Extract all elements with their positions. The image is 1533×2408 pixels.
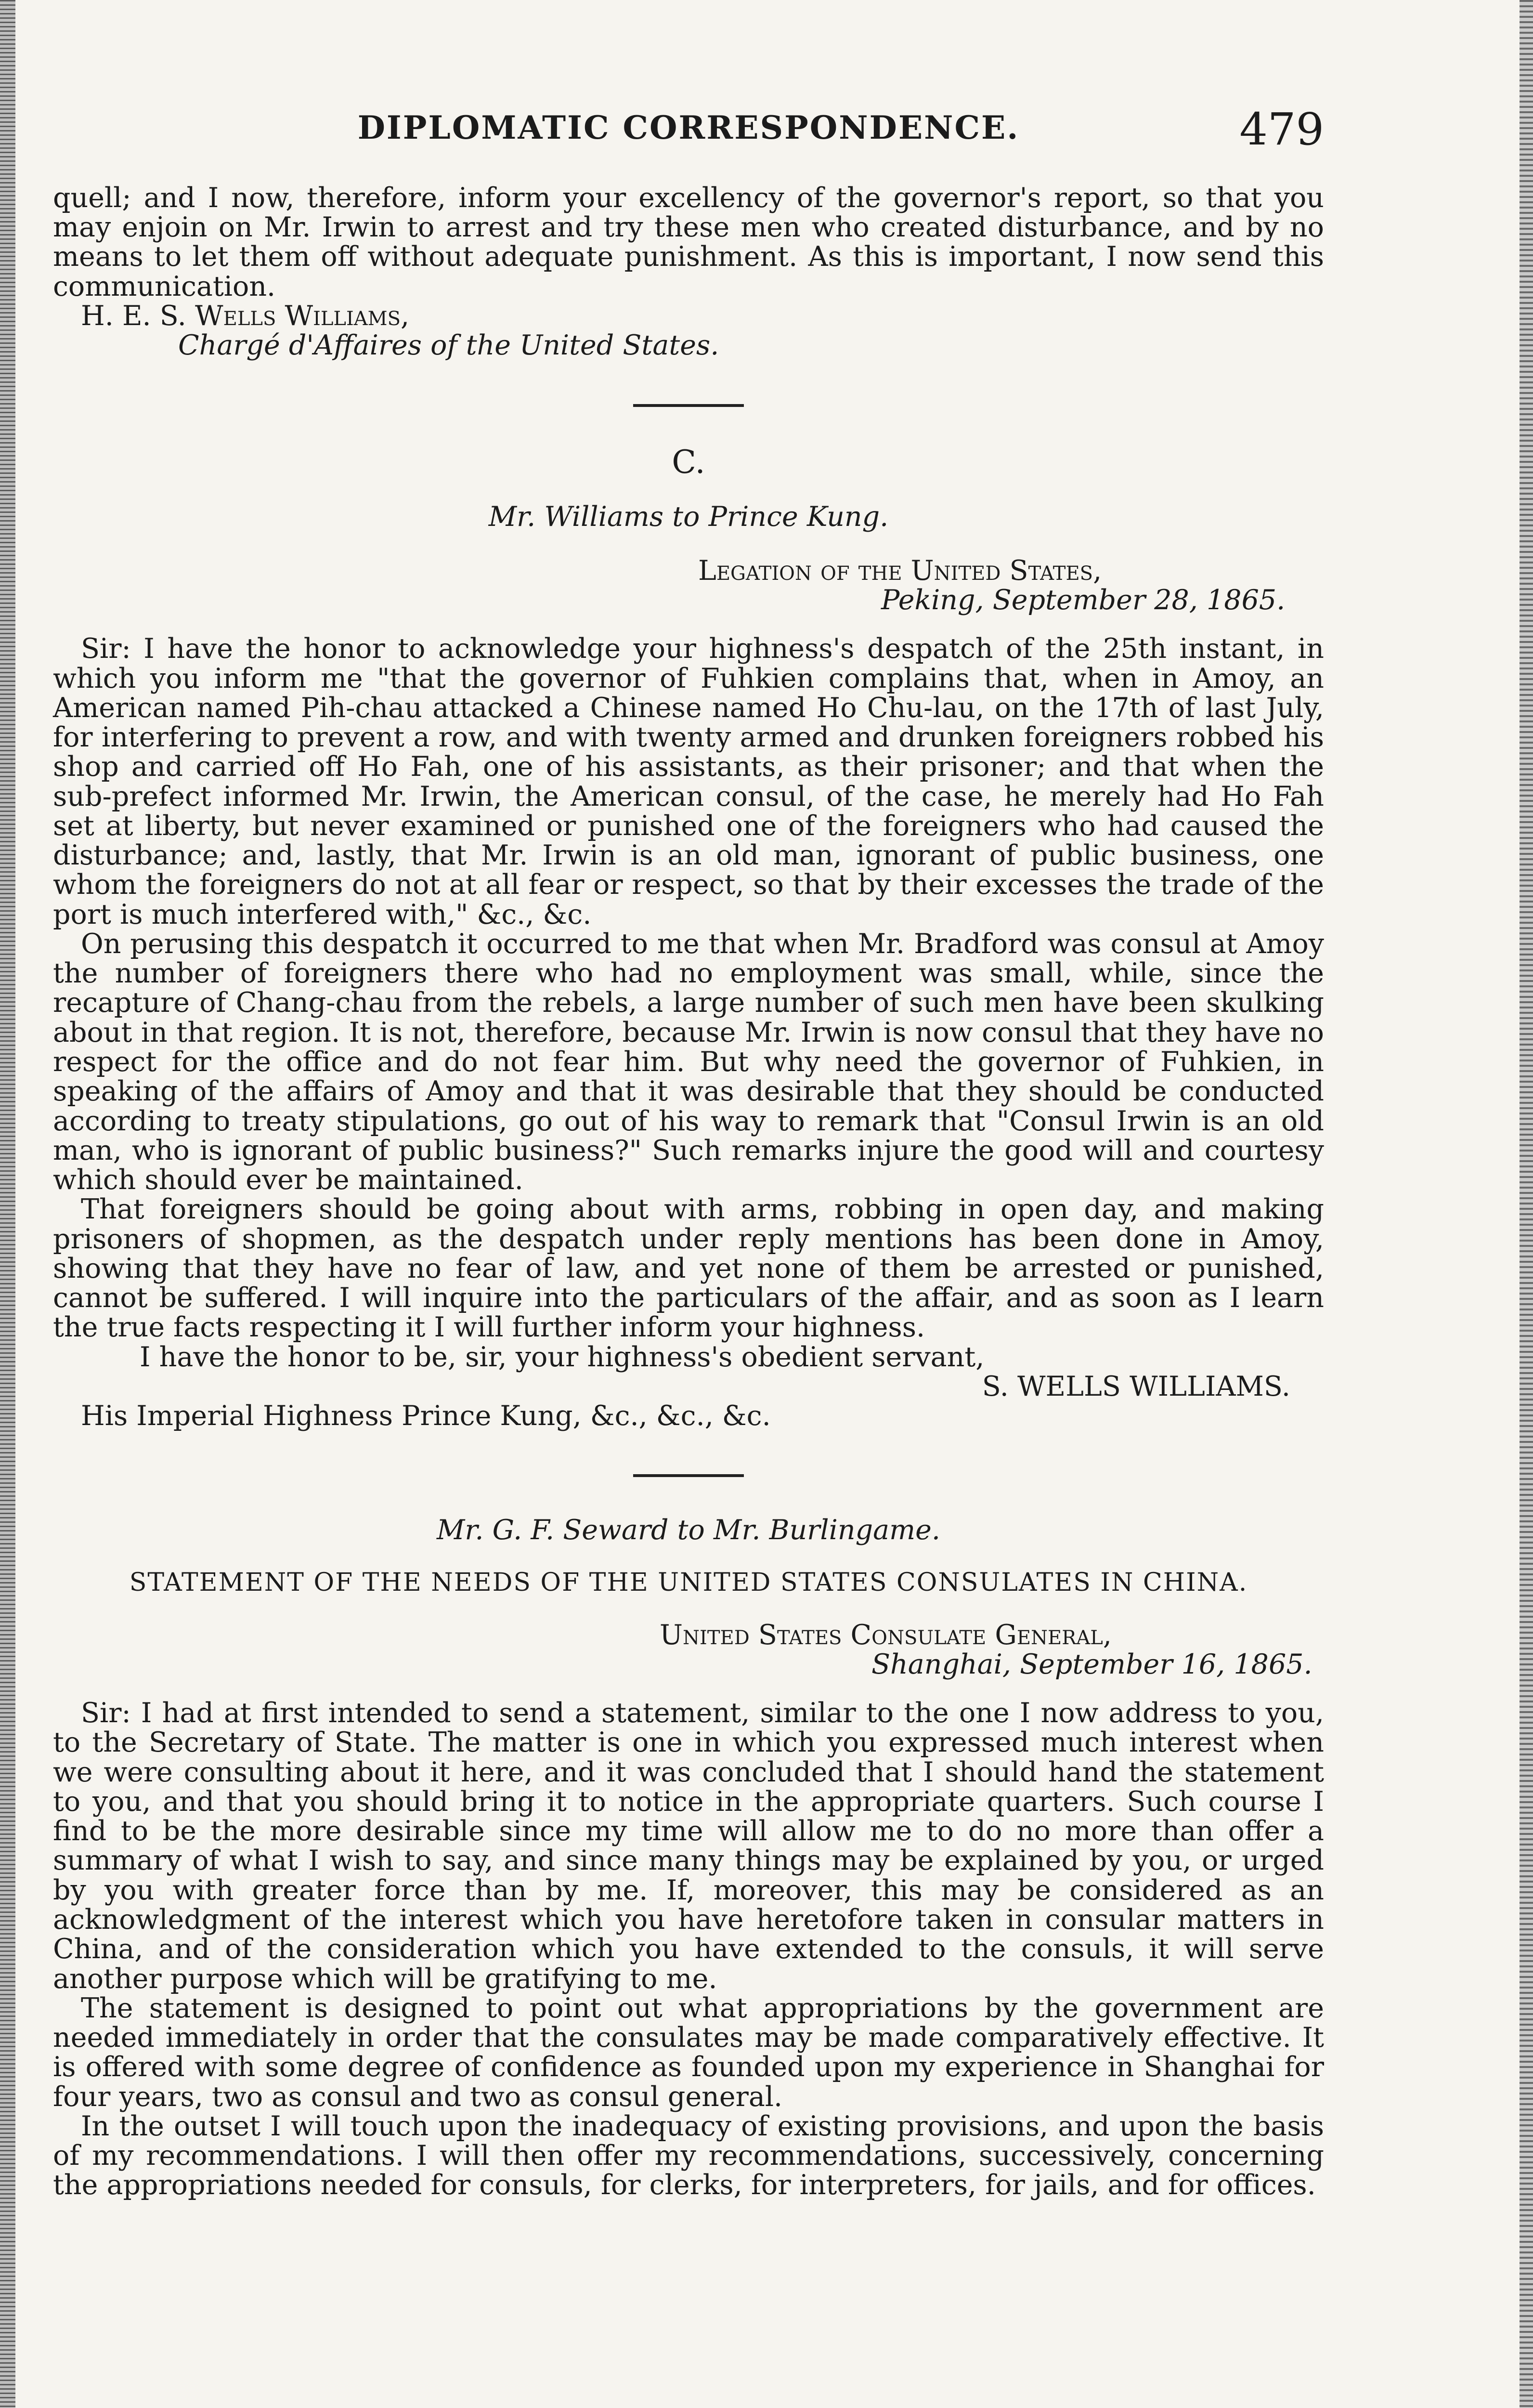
letter-heading: Mr. Williams to Prince Kung. — [488, 501, 889, 533]
previous-letter-addressee-title: Chargé d'Affaires of the United States. — [178, 329, 719, 362]
scan-edge-left — [0, 0, 15, 2408]
header-title: DIPLOMATIC CORRESPONDENCE. — [357, 109, 1020, 146]
letter-date: Shanghai, September 16, 1865. — [871, 1648, 1312, 1680]
section-divider — [633, 1474, 744, 1477]
letter-paragraph: Sir: I had at first intended to send a statement, similar to the one I now address to you, to the Secretary of State. The matter is one in which you expressed much interest when we were consulting about it here, and it was concluded that I should hand the statement to you, and that you should bring it to notice in the appropriate quarters. Such course I find to be the more desirable since my time will allow me to do no more than offer a summary of what I wish to say, and since many things may be explained by you, or urged by you with greater force than by me. If, moreover, this may be considered as an acknowledgment of the interest which you have heretofore taken in consular matters in China, and of the consideration which you have extended to the consuls, it will serve another purpose which will be gratifying to me. — [53, 1697, 1324, 1995]
letter-paragraph: In the outset I will touch upon the inadequacy of existing provisions, and upon the basis of my recommendations. I will then offer my recommendations, successively, concerning the appropriations needed for consuls, for clerks, for interpreters, for jails, and for offices. — [53, 2110, 1324, 2201]
document-page — [53, 104, 1324, 2201]
letter-dateline-block — [660, 1621, 1324, 1680]
letter-dateline-block — [698, 556, 1324, 615]
running-header — [53, 104, 1324, 155]
letter-heading: Mr. G. F. Seward to Mr. Burlingame. — [437, 1514, 940, 1546]
page-number: 479 — [1239, 104, 1324, 155]
section-divider — [633, 404, 744, 407]
letter-paragraph: Sir: I have the honor to acknowledge your highness's despatch of the 25th instant, in which you inform me "that the governor of Fuhkien complains that, when in Amoy, an American named Pih-chau attacked a Chinese named Ho Chu-lau, on the 17th of last July, for interfering to prevent a row, and with twenty armed and drunken foreigners robbed his shop and carried off Ho Fah, one of his assistants, as their prisoner; and that when the sub-prefect informed Mr. Irwin, the American consul, of the case, he merely had Ho Fah set at liberty, but never examined or punished one of the foreigners who had caused the disturbance; and, lastly, that Mr. Irwin is an old man, ignorant of public business, one whom the foreigners do not at all fear or respect, so that by their excesses the trade of the port is much interfered with," &c., &c. — [53, 633, 1324, 930]
letter-closing: I have the honor to be, sir, your highness's obedient servant, — [140, 1341, 985, 1373]
letter-date: Peking, September 28, 1865. — [881, 584, 1286, 616]
letter-paragraph: That foreigners should be going about with arms, robbing in open day, and making prisoners of shopmen, as the despatch under reply mentions has been done in Amoy, showing that they have no fear of law, and yet none of them be arrested or punished, cannot be suffered. I will inquire into the particulars of the affair, and as soon as I learn the true facts respecting it I will further inform your highness. — [53, 1193, 1324, 1344]
letter-paragraph: The statement is designed to point out what appropriations by the government are needed immediately in order that the consulates may be made comparatively effective. It is offered with some degree of confidence as founded upon my experience in Shanghai for four years, two as consul and two as consul general. — [53, 1992, 1324, 2113]
letter-signature: S. WELLS WILLIAMS. — [982, 1370, 1290, 1402]
letter-place: United States Consulate General, — [660, 1619, 1112, 1651]
section-label: C. — [672, 443, 705, 481]
letter-paragraph: On perusing this despatch it occurred to me that when Mr. Bradford was consul at Amoy the number of foreigners there who had no employment was small, while, since the recapture of Chang-chau from the rebels, a large number of such men have been skulking about in that region. It is not, therefore, because Mr. Irwin is now consul that they have no respect for the office and do not fear him. But why need the governor of Fuhkien, in speaking of the affairs of Amoy and that it was desirable that they should be conducted according to treaty stipulations, go out of his way to remark that "Consul Irwin is an old man, who is ignorant of public business?" Such remarks injure the good will and courtesy which should ever be maintained. — [53, 928, 1324, 1196]
previous-letter-addressee: H. E. S. Wells Williams, — [81, 300, 410, 332]
letter-place: Legation of the United States, — [698, 554, 1102, 587]
letter-addressee: His Imperial Highness Prince Kung, &c., &c., &c. — [81, 1400, 771, 1432]
scan-edge-right — [1520, 0, 1533, 2408]
statement-title: STATEMENT OF THE NEEDS OF THE UNITED STATES CONSULATES IN CHINA. — [129, 1568, 1248, 1597]
previous-letter-closing-paragraph: quell; and I now, therefore, inform your excellency of the governor's report, so that you may enjoin on Mr. Irwin to arrest and try these men who created disturbance, and by no means to let them off without adequate punishment. As this is important, I now send this communication. — [53, 182, 1324, 302]
